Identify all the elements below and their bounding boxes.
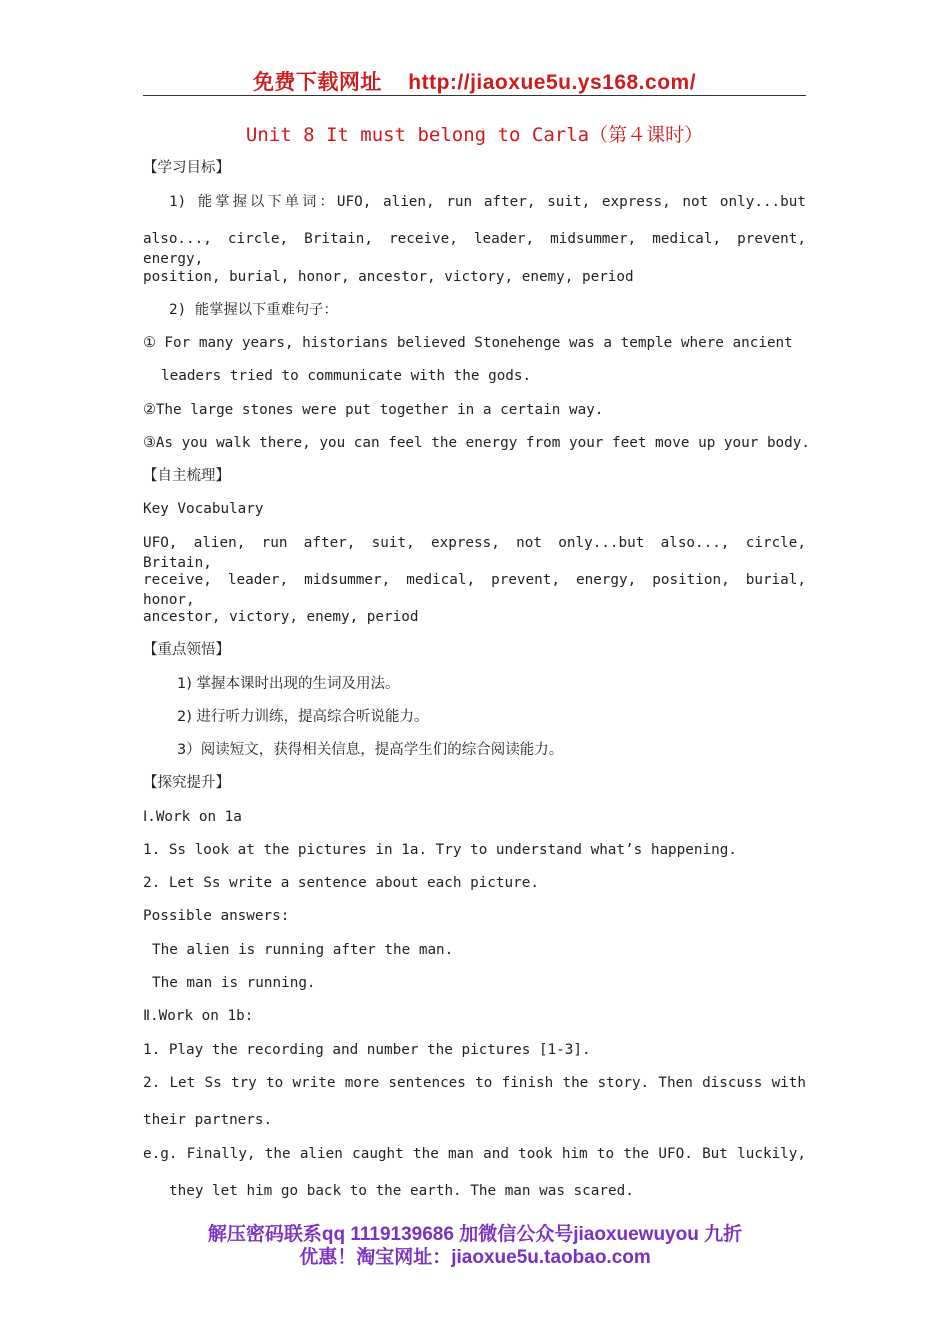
page-title: Unit 8 It must belong to Carla（第４课时）: [245, 124, 704, 146]
body-line: e.g. Finally, the alien caught the man and took him to the UFO. But luckily,: [143, 1146, 806, 1162]
footer-line-2: 优惠！淘宝网址：jiaoxue5u.taobao.com: [299, 1247, 651, 1268]
header-label: 免费下载网址: [252, 71, 382, 94]
body-line: ancestor, victory, enemy, period: [143, 609, 419, 625]
body-line: ① For many years, historians believed Stonehenge was a temple where ancient: [143, 335, 793, 351]
body-line: receive, leader, midsummer, medical, prevent, energy, position, burial, honor,: [143, 572, 806, 608]
header-divider: [143, 95, 806, 96]
header-banner: [143, 66, 806, 96]
body-line: leaders tried to communicate with the gods.: [161, 368, 532, 384]
body-line: UFO, alien, run after, suit, express, not only...but also..., circle, Britain,: [143, 535, 806, 571]
body-line: 2. Let Ss write a sentence about each picture.: [143, 875, 539, 891]
body-line: 2) 能掌握以下重难句子：: [169, 302, 338, 318]
body-line: 1) 能掌握以下单词：UFO, alien, run after, suit, express, not only...but: [169, 194, 806, 210]
body-line: 1. Ss look at the pictures in 1a. Try to understand what’s happening.: [143, 842, 737, 858]
body-line: 2) 进行听力训练，提高综合听说能力。: [177, 709, 429, 725]
body-line: 1) 掌握本课时出现的生词及用法。: [177, 676, 400, 692]
body-line: position, burial, honor, ancestor, victory, enemy, period: [143, 269, 634, 285]
body-line: The man is running.: [152, 975, 316, 991]
body-line: also..., circle, Britain, receive, leader, midsummer, medical, prevent, energy,: [143, 231, 806, 267]
body-line: Key Vocabulary: [143, 501, 264, 517]
body-line: 3）阅读短文，获得相关信息，提高学生们的综合阅读能力。: [177, 742, 564, 758]
body-line: Ⅱ.Work on 1b:: [143, 1008, 254, 1024]
body-line: 1. Play the recording and number the pictures [1-3].: [143, 1042, 591, 1058]
body-line: ③As you walk there, you can feel the energy from your feet move up your body.: [143, 435, 810, 451]
footer-line-1: 解压密码联系qq 1119139686 加微信公众号jiaoxuewuyou 九折: [207, 1224, 743, 1245]
body-line: ②The large stones were put together in a certain way.: [143, 402, 604, 418]
body-line: Possible answers:: [143, 908, 290, 924]
body-line: their partners.: [143, 1112, 273, 1128]
body-line: 2. Let Ss try to write more sentences to finish the story. Then discuss with: [143, 1075, 806, 1091]
section-heading-key-points: 【重点领悟】: [143, 642, 230, 658]
body-line: Ⅰ.Work on 1a: [143, 809, 242, 825]
section-heading-objectives: 【学习目标】: [143, 160, 230, 176]
body-line: The alien is running after the man.: [152, 942, 454, 958]
section-heading-self-review: 【自主梳理】: [143, 468, 230, 484]
section-heading-explore: 【探究提升】: [143, 775, 230, 791]
header-url-link[interactable]: http://jiaoxue5u.ys168.com/: [408, 71, 697, 94]
body-line: they let him go back to the earth. The man was scared.: [169, 1183, 634, 1199]
